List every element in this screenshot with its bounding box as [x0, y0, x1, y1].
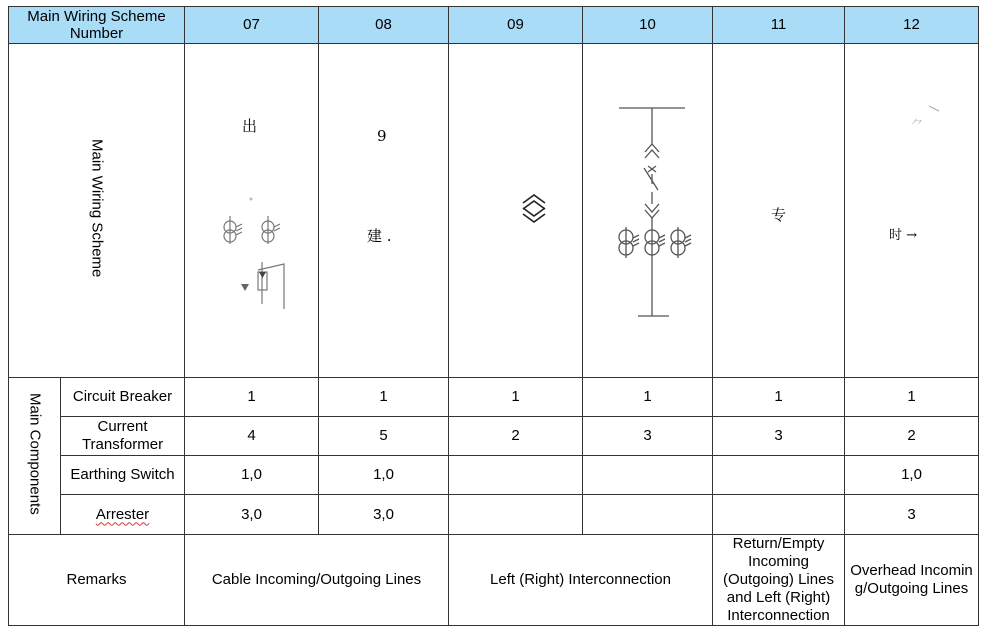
diagram-10-single-line	[583, 44, 717, 377]
value-cell: 1	[713, 378, 845, 417]
diagram-09-double-chevron	[449, 44, 579, 377]
diagram-row-label: Main Wiring Scheme	[88, 138, 106, 278]
header-col-12: 12	[845, 7, 979, 44]
components-group-label-cell	[9, 378, 61, 535]
value-cell: 5	[319, 417, 449, 456]
value-cell	[583, 495, 713, 535]
diagram-09	[449, 44, 583, 378]
diagram-12-fragment-top: ⺈	[911, 118, 924, 132]
diagram-12	[845, 44, 979, 378]
diagram-row-label-cell	[9, 44, 185, 378]
diagram-08-fragment-mid: 建 .	[367, 227, 392, 245]
component-row-circuit-breaker	[9, 378, 979, 417]
component-row-arrester	[9, 495, 979, 535]
remarks-label: Remarks	[9, 535, 185, 626]
value-cell	[713, 495, 845, 535]
value-cell	[713, 456, 845, 495]
value-cell	[449, 495, 583, 535]
value-cell: 3	[713, 417, 845, 456]
value-cell: 3	[583, 417, 713, 456]
header-col-10: 10	[583, 7, 713, 44]
value-cell: 3,0	[185, 495, 319, 535]
value-cell	[449, 456, 583, 495]
diagram-12-stroke	[845, 44, 979, 377]
value-cell: 1,0	[845, 456, 979, 495]
value-cell: 2	[845, 417, 979, 456]
remarks-07-08: Cable Incoming/Outgoing Lines	[185, 535, 449, 626]
diagram-11	[713, 44, 845, 378]
component-label: Earthing Switch	[61, 456, 185, 495]
value-cell	[583, 456, 713, 495]
diagram-07-fragment: 出	[242, 117, 258, 135]
value-cell: 3	[845, 495, 979, 535]
header-col-07: 07	[185, 7, 319, 44]
value-cell: 1	[185, 378, 319, 417]
value-cell: 1	[845, 378, 979, 417]
header-col-09: 09	[449, 7, 583, 44]
component-row-current-transformer	[9, 417, 979, 456]
value-cell: 1,0	[319, 456, 449, 495]
component-label: Current Transformer	[61, 417, 185, 456]
header-title: Main Wiring Scheme Number	[9, 7, 185, 44]
diagram-08	[319, 44, 449, 378]
diagram-row	[9, 44, 979, 378]
header-col-08: 08	[319, 7, 449, 44]
component-label: Circuit Breaker	[61, 378, 185, 417]
value-cell: 1,0	[185, 456, 319, 495]
component-row-earthing-switch	[9, 456, 979, 495]
diagram-08-fragment-top: 9	[377, 127, 387, 145]
wiring-scheme-table	[8, 6, 979, 626]
value-cell: 1	[583, 378, 713, 417]
remarks-12: Overhead Incoming/Outgoing Lines	[845, 535, 979, 626]
diagram-07	[185, 44, 319, 378]
diagram-07-symbols	[185, 44, 319, 377]
value-cell: 1	[449, 378, 583, 417]
remarks-11: Return/Empty Incoming (Outgoing) Lines and Left (Right) Interconnection	[713, 535, 845, 626]
remarks-09-10: Left (Right) Interconnection	[449, 535, 713, 626]
component-label: Arrester	[95, 505, 150, 523]
value-cell: 4	[185, 417, 319, 456]
header-col-11: 11	[713, 7, 845, 44]
component-label-cell	[61, 495, 185, 535]
value-cell: 3,0	[319, 495, 449, 535]
diagram-11-fragment: 专	[771, 206, 787, 224]
value-cell: 2	[449, 417, 583, 456]
value-cell: 1	[319, 378, 449, 417]
remarks-row	[9, 535, 979, 626]
components-group-label: Main Components	[26, 392, 44, 515]
diagram-12-fragment-mid: 时 →	[889, 228, 918, 243]
header-row	[9, 7, 979, 44]
diagram-10	[583, 44, 713, 378]
